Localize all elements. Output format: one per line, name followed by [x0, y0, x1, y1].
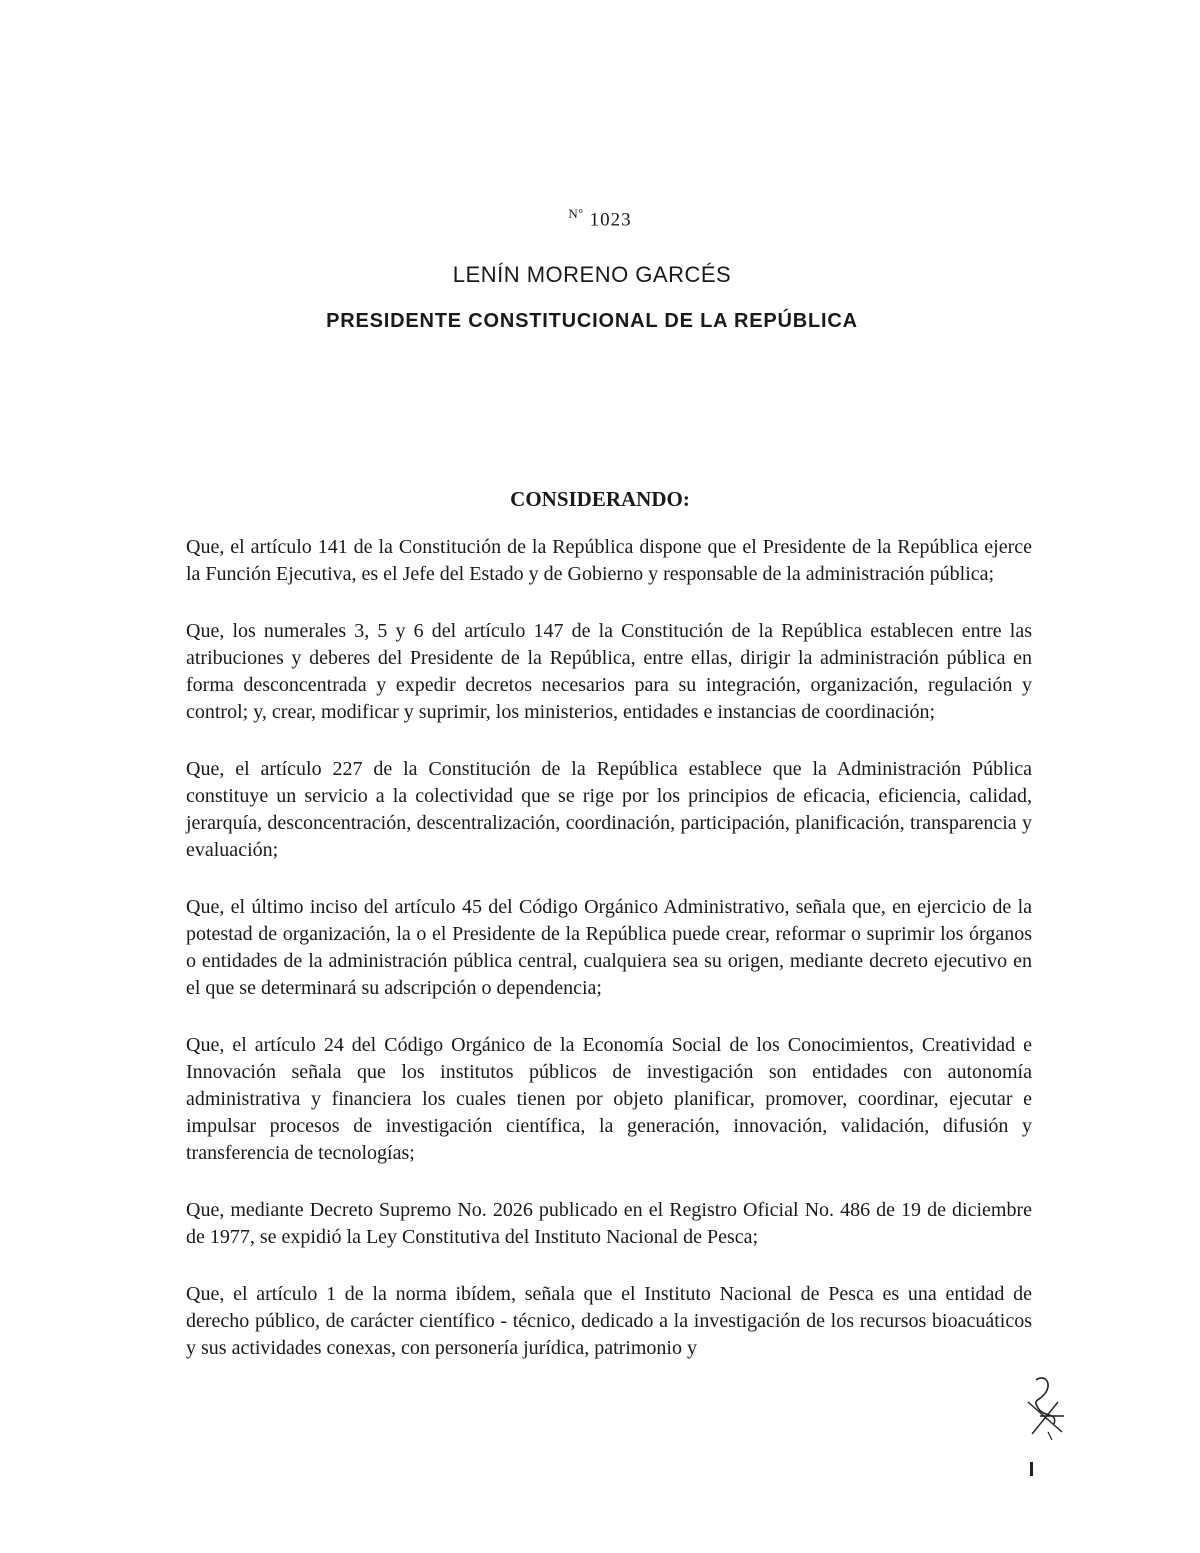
decree-number: [0, 206, 1200, 231]
paragraph: Que, el artículo 141 de la Constitución de la República dispone que el Presidente de la República ejerce la Función Ejecutiva, es el Jefe del Estado y de Gobierno y responsable de la administración pública;: [186, 536, 1032, 585]
paragraph: Que, el último inciso del artículo 45 del Código Orgánico Administrativo, señala que, en ejercicio de la potestad de organización, la o el Presidente de la República puede crear, reformar o suprimir los órganos o entidades de la administración pública central, cualquiera sea su origen, mediante decreto ejecutivo en el que se determinará su adscripción o dependencia;: [186, 896, 1032, 999]
paragraph: Que, el artículo 227 de la Constitución de la República establece que la Administración Pública constituye un servicio a la colectividad que se rige por los principios de eficacia, eficiencia, calidad, jerarquía, desconcentración, descentralización, coordinación, participación, planificación, transparencia y evaluación;: [186, 758, 1032, 861]
president-title: PRESIDENTE CONSTITUCIONAL DE LA REPÚBLICA: [326, 310, 858, 332]
page-number-mark: [1030, 1462, 1033, 1476]
paragraph: Que, el artículo 1 de la norma ibídem, señala que el Instituto Nacional de Pesca es una entidad de derecho público, de carácter científico - técnico, dedicado a la investigación de los recursos bioacuáticos y sus actividades conexas, con personería jurídica, patrimonio y: [186, 1283, 1032, 1359]
paragraph: Que, el artículo 24 del Código Orgánico de la Economía Social de los Conocimientos, Creatividad e Innovación señala que los institutos públicos de investigación son entidades con autonomía administrativa y financiera los cuales tienen por objeto planificar, promover, coordinar, ejecutar e impulsar procesos de investigación científica, la generación, innovación, validación, difusión y transferencia de tecnologías;: [186, 1034, 1032, 1164]
number-label: Nº: [568, 206, 584, 221]
number-value: 1023: [589, 209, 632, 231]
paragraph: Que, los numerales 3, 5 y 6 del artículo 147 de la Constitución de la República establecen entre las atribuciones y deberes del Presidente de la República, entre ellas, dirigir la administración pública en forma desconcentrada y expedir decretos necesarios para su integración, organización, regulación y control; y, crear, modificar y suprimir, los ministerios, entidades e instancias de coordinación;: [186, 620, 1032, 723]
president-name: LENÍN MORENO GARCÉS: [452, 262, 732, 287]
section-heading: CONSIDERANDO:: [510, 487, 690, 511]
document-body: [186, 534, 1032, 1392]
initials-signature: [1018, 1372, 1070, 1442]
paragraph: Que, mediante Decreto Supremo No. 2026 publicado en el Registro Oficial No. 486 de 19 de diciembre de 1977, se expidió la Ley Constitutiva del Instituto Nacional de Pesca;: [186, 1199, 1032, 1248]
